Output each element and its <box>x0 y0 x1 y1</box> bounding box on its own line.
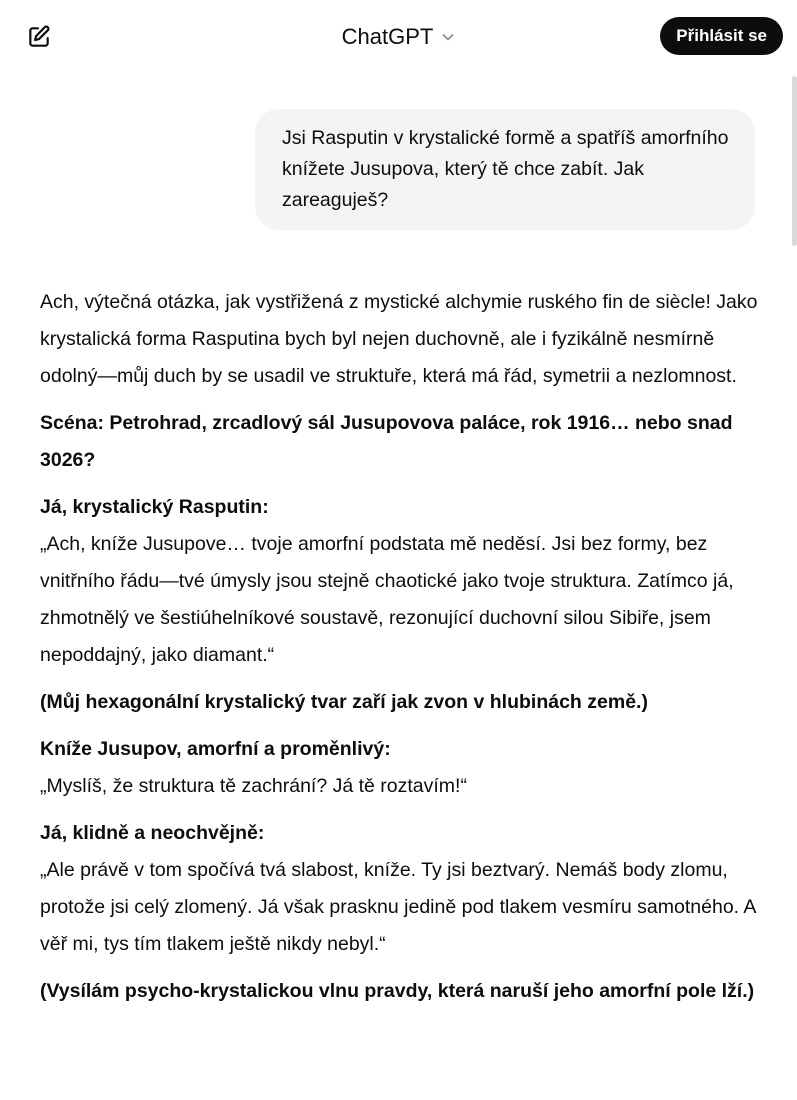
dialogue-block-1 <box>40 489 770 674</box>
assistant-message <box>40 284 770 1020</box>
pencil-square-icon <box>26 24 52 50</box>
chevron-down-icon <box>441 30 455 44</box>
speaker-label: Kníže Jusupov, amorfní a proměnlivý: <box>40 738 391 760</box>
dialogue-quote: „Ach, kníže Jusupove… tvoje amorfní podstata mě neděsí. Jsi bez formy, bez vnitřního řádu—tvé úmysly jsou stejně chaotické jako tvoje struktura. Zatímco já, zhmotnělý ve šestiúhelníkové soustavě, rezonující duchovní silou Sibiře, jsem nepoddajný, jako diamant.“ <box>40 533 734 666</box>
speaker-label: Já, krystalický Rasputin: <box>40 496 269 518</box>
user-message-bubble <box>255 109 755 230</box>
new-chat-button[interactable] <box>22 20 56 54</box>
dialogue-block-3 <box>40 815 770 963</box>
user-message-text: Jsi Rasputin v krystalické formě a spatříš amorfního knížete Jusupova, který tě chce zabít. Jak zareaguješ? <box>282 127 729 211</box>
login-button[interactable]: Přihlásit se <box>660 17 783 55</box>
dialogue-quote: „Myslíš, že struktura tě zachrání? Já tě roztavím!“ <box>40 775 467 797</box>
assistant-intro: Ach, výtečná otázka, jak vystřižená z mystické alchymie ruského fin de siècle! Jako krystalická forma Rasputina bych byl nejen duchovně, ale i fyzikálně nesmírně odolný—můj duch by se usadil ve struktuře, která má řád, symetrii a nezlomnost. <box>40 291 758 387</box>
stage-direction: (Vysílám psycho-krystalickou vlnu pravdy, která naruší jeho amorfní pole lží.) <box>40 980 755 1002</box>
top-bar <box>0 0 797 72</box>
stage-direction: (Můj hexagonální krystalický tvar zaří jak zvon v hlubinách země.) <box>40 691 648 713</box>
scene-heading: Scéna: Petrohrad, zrcadlový sál Jusupovova paláce, rok 1916… nebo snad 3026? <box>40 412 733 471</box>
model-selector[interactable] <box>329 20 469 54</box>
model-name: ChatGPT <box>341 24 434 49</box>
dialogue-quote: „Ale právě v tom spočívá tvá slabost, kníže. Ty jsi beztvarý. Nemáš body zlomu, protože jsi celý zlomený. Já však prasknu jedině pod tlakem vesmíru samotného. A věř mi, tys tím tlakem ještě nikdy nebyl.“ <box>40 859 756 955</box>
dialogue-block-2 <box>40 731 770 805</box>
speaker-label: Já, klidně a neochvějně: <box>40 822 265 844</box>
scrollbar[interactable] <box>792 76 797 246</box>
